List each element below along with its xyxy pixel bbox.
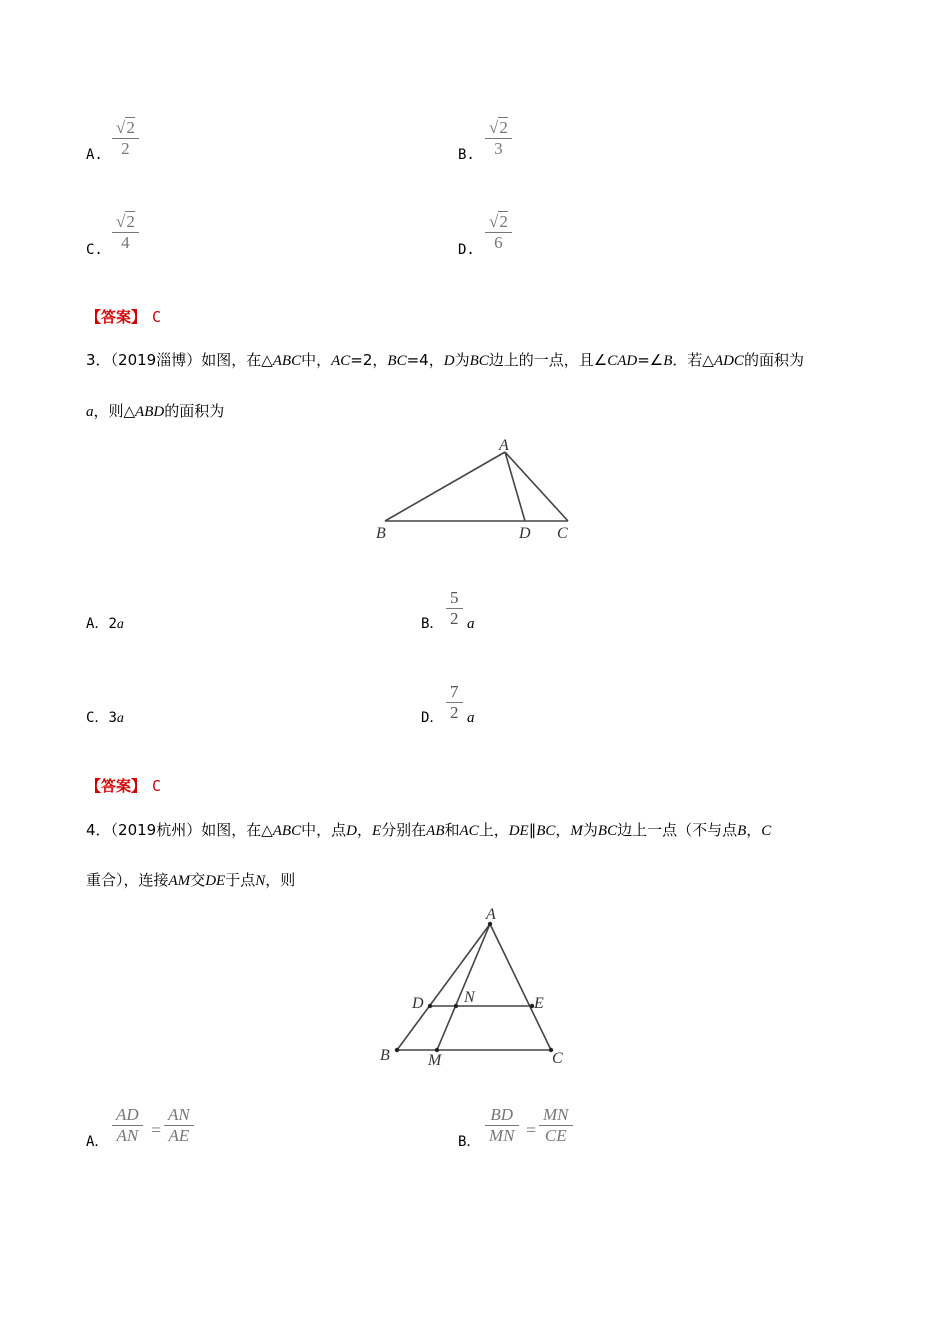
point-b-label: B: [380, 1047, 390, 1064]
point-d-label: D: [412, 995, 424, 1012]
point-e-label: E: [534, 995, 544, 1012]
point-d: [428, 1004, 432, 1008]
q4-option-b-right-fraction: MN CE: [539, 1105, 573, 1146]
q3-option-a: A．2a: [86, 616, 124, 632]
q3-answer: [86, 775, 161, 796]
point-d-label: D: [519, 525, 531, 542]
q2-option-b-label: B.: [458, 147, 475, 163]
point-a-label: A: [499, 437, 509, 454]
q3-stem-line2: a，则△ABD的面积为: [86, 402, 225, 420]
q2-answer: [86, 306, 161, 327]
q3-triangle-figure: [360, 432, 590, 550]
point-c-label: C: [552, 1050, 563, 1067]
point-n-label: N: [464, 989, 475, 1006]
point-b: [395, 1048, 399, 1052]
q4-stem-line1: 4．（2019杭州）如图，在△ABC中，点D，E分别在AB和AC上，DE∥BC，M为BC边上一点（不与点B，C: [86, 821, 772, 839]
q3-option-c: C．3a: [86, 710, 124, 726]
q2-option-c-label: C.: [86, 242, 103, 258]
point-a-label: A: [486, 906, 496, 923]
q3-option-d-var: a: [467, 710, 475, 726]
q2-option-b-value: √2 3: [485, 118, 512, 159]
q2-option-a-label: A.: [86, 147, 103, 163]
q4-stem-line2: 重合），连接AM交DE于点N，则: [86, 871, 296, 889]
q3-stem-line1: 3．（2019淄博）如图，在△ABC中，AC=2，BC=4，D为BC边上的一点，且∠CAD=∠B．若△ADC的面积为: [86, 351, 804, 369]
q4-triangle-figure: [370, 902, 580, 1072]
q3-option-b-fraction: 5 2: [446, 588, 463, 629]
q3-option-b-label: B．: [421, 616, 444, 632]
answer-value: C: [152, 308, 162, 326]
q4-option-a-equals: =: [151, 1120, 162, 1140]
q4-option-a-right-fraction: AN AE: [164, 1105, 194, 1146]
q4-option-a-left-fraction: AD AN: [112, 1105, 143, 1146]
point-b-label: B: [376, 525, 386, 542]
answer-label: 【答案】: [86, 777, 147, 795]
q3-option-b-var: a: [467, 616, 475, 632]
answer-value: C: [152, 777, 162, 795]
q2-option-d-label: D.: [458, 242, 475, 258]
q3-option-d-label: D．: [421, 710, 444, 726]
point-n: [454, 1004, 458, 1008]
q3-option-d-fraction: 7 2: [446, 682, 463, 723]
q4-option-b-label: B．: [458, 1134, 481, 1150]
point-m-label: M: [428, 1052, 442, 1069]
q2-option-c-value: √2 4: [112, 212, 139, 253]
q4-option-a-label: A．: [86, 1134, 109, 1150]
segment-ac: [490, 924, 551, 1050]
q2-option-a-value: √2 2: [112, 118, 139, 159]
point-c-label: C: [557, 525, 568, 542]
segment-ab: [397, 924, 490, 1050]
segment-ab: [385, 452, 505, 521]
q4-option-b-equals: =: [526, 1120, 537, 1140]
q2-option-d-value: √2 6: [485, 212, 512, 253]
segment-am: [437, 924, 490, 1050]
answer-label: 【答案】: [86, 308, 147, 326]
q4-option-b-left-fraction: BD MN: [485, 1105, 519, 1146]
